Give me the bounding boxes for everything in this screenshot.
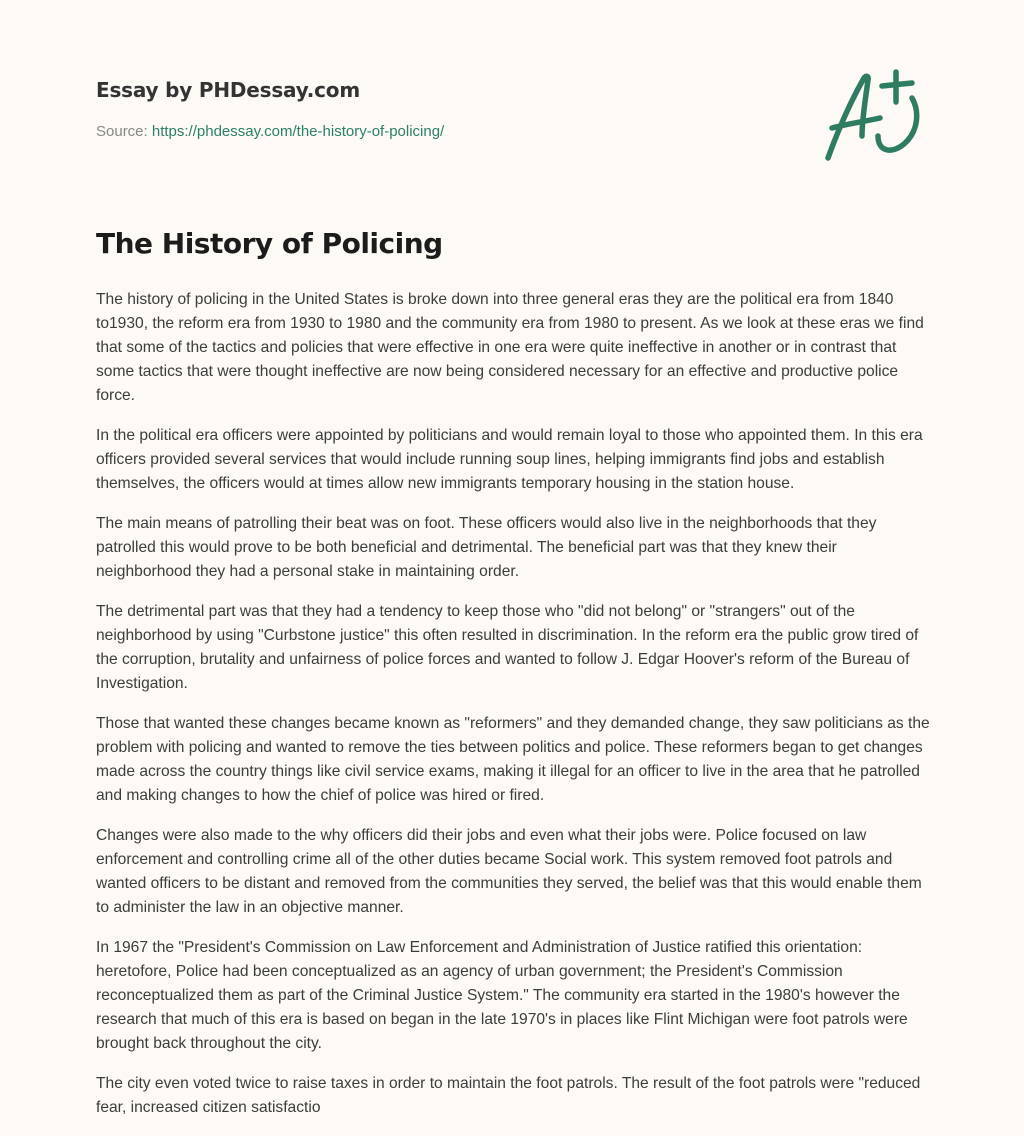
source-label: Source: [96, 123, 152, 140]
essay-paragraph: The history of policing in the United States is broke down into three general eras they are the political era from 1840 to1930, the reform era from 1930 to 1980 and the community era from 1980 to present. As we look at these eras we find that some of the tactics and policies that were effective in one era were quite ineffective in another or in contrast that some tactics that were thought ineffective are now being considered necessary for an effective and productive police force. [96, 291, 924, 404]
source-line [96, 123, 928, 141]
essay-paragraph: In 1967 the "President's Commission on Law Enforcement and Administration of Justice ratified this orientation: heretofore, Police had been conceptualized as an agency of urban government; the President's Commission reconceptualized them as part of the Criminal Justice System." The community era started in the 1980's however the research that much of this era is based on began in the late 1970's in places like Flint Michigan were foot patrols were brought back throughout the city. [96, 939, 908, 1052]
essay-title: The History of Policing [96, 227, 443, 260]
essay-paragraph: The city even voted twice to raise taxes in order to maintain the foot patrols. The result of the foot patrols were "reduced fear, increased citizen satisfactio [96, 1075, 921, 1116]
essay-paragraph: Those that wanted these changes became known as "reformers" and they demanded change, they saw politicians as the problem with policing and wanted to remove the ties between politics and police. These reformers began to get changes made across the country things like civil service exams, making it illegal for an officer to live in the area that he patrolled and making changes to how the chief of police was hired or fired. [96, 715, 930, 804]
a-plus-grade-icon [822, 66, 932, 166]
page-header [96, 76, 928, 141]
essay-content [96, 224, 930, 1136]
essay-paragraph: Changes were also made to the why officers did their jobs and even what their jobs were. Police focused on law enforcement and controlling crime all of the other duties became Social work. This system removed foot patrols and wanted officers to be distant and removed from the communities they served, the belief was that this would enable them to administer the law in an objective manner. [96, 827, 922, 916]
source-link[interactable]: https://phdessay.com/the-history-of-policing/ [151, 123, 445, 140]
essay-paragraph: The detrimental part was that they had a tendency to keep those who "did not belong" or "strangers" out of the neighborhood by using "Curbstone justice" this often resulted in discrimination. In the reform era the public grow tired of the corruption, brutality and unfairness of police forces and wanted to follow J. Edgar Hoover's reform of the Bureau of Investigation. [96, 603, 919, 692]
essay-paragraph: In the political era officers were appointed by politicians and would remain loyal to those who appointed them. In this era officers provided several services that would include running soup lines, helping immigrants find jobs and establish themselves, the officers would at times allow new immigrants temporary housing in the station house. [96, 427, 923, 492]
essay-paragraph: The main means of patrolling their beat was on foot. These officers would also live in the neighborhoods that they patrolled this would prove to be both beneficial and detrimental. The beneficial part was that they knew their neighborhood they had a personal stake in maintaining order. [96, 515, 877, 580]
site-title: Essay by PHDessay.com [96, 78, 360, 102]
